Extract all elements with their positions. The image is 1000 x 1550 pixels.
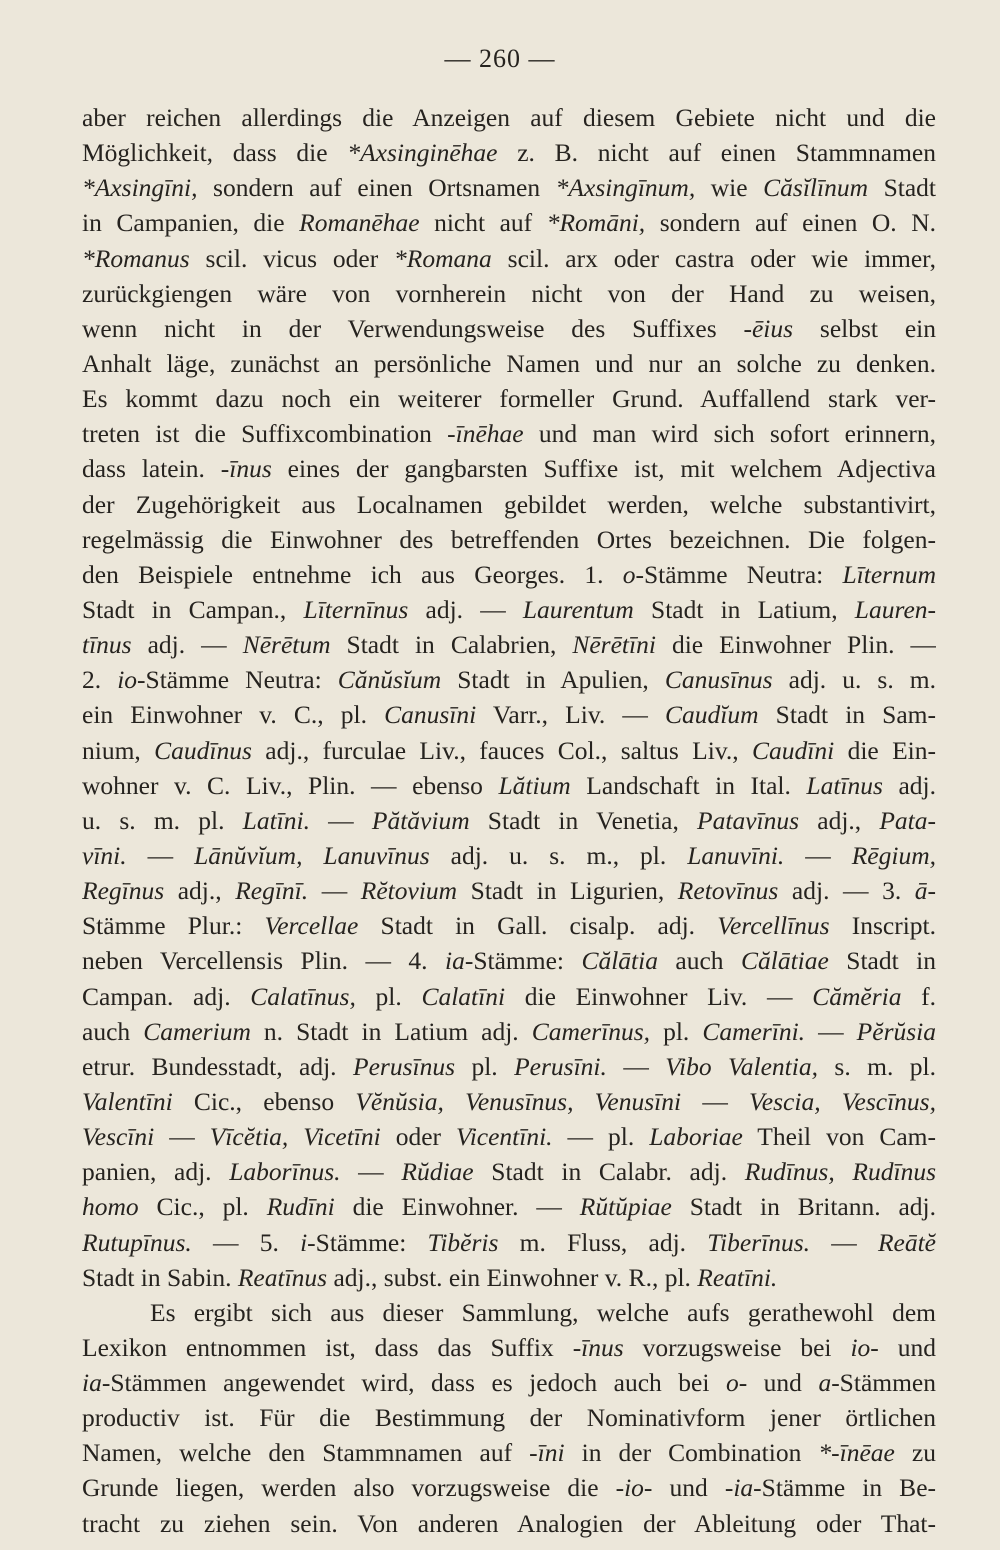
text-line [82,1014,936,1049]
text-run: und man wird sich sofort erinnern, [523,419,936,449]
text-run: adj. — [408,594,523,624]
italic-term: *-īnēae [818,1438,895,1468]
text-run: s. m. pl. [817,1051,936,1081]
text-run: m. Fluss, adj. [498,1227,708,1257]
italic-term: Tiberīnus. [707,1227,811,1257]
text-run: f. [901,981,936,1011]
italic-term: o [622,559,636,589]
italic-term: -ēius [743,313,794,343]
text-run: adj., [799,805,880,835]
text-line [82,1295,936,1330]
text-run: — [805,1016,857,1046]
italic-term: Rēgium, [851,840,936,870]
text-run: pl. [355,981,422,1011]
italic-term: Lătium [498,770,571,800]
text-line [82,768,936,803]
text-run: Stadt in Apulien, [441,665,665,695]
text-run: zurückgiengen wäre von vornherein nicht von der Hand zu weisen, [82,278,936,308]
italic-term: Pĕrŭsia [856,1016,936,1046]
text-run: sondern auf einen O. N. [645,208,936,238]
text-line [82,838,936,873]
italic-term: Pata- [879,805,936,835]
text-run: 2. [82,665,118,695]
text-run: — [126,840,195,870]
text-line [82,592,936,627]
page-number: — 260 — [444,44,556,73]
italic-term: *Romanus [82,243,190,273]
text-run: Stadt in Calabr. adj. [473,1157,745,1187]
text-run: eines der gangbarsten Suffixe ist, mit welchem Adjectiva [271,454,936,484]
italic-term: Retovīnus [677,876,779,906]
text-line [82,311,936,346]
italic-term: Perusīni. [514,1051,607,1081]
text-run: adj., furculae Liv., fauces Col., saltus Liv., [251,735,753,765]
text-run: Stämme Plur.: [82,911,265,941]
italic-term: Tibĕris [427,1227,499,1257]
text-run: sondern auf einen Ortsnamen [197,173,556,203]
text-run: der Zugehörigkeit aus Localnamen gebildet werden, welche substantivirt, [82,489,936,519]
italic-term: Vercellīnus [717,911,830,941]
text-run: adj. — 3. [778,876,915,906]
text-line [82,1365,936,1400]
italic-term: Rudīnus, Rudīnus [744,1157,936,1187]
text-run: oder [380,1122,457,1152]
text-line [82,1189,936,1224]
text-run: nium, [82,735,155,765]
italic-term: Latīni. [242,805,310,835]
text-run: — [681,1086,750,1116]
text-run: — [308,876,361,906]
text-run: auch [657,946,741,976]
italic-term: homo [82,1192,139,1222]
italic-term: Lauren- [854,594,936,624]
text-line [82,100,936,135]
text-run: die Ein- [834,735,936,765]
text-run: etrur. Bundesstadt, adj. [82,1051,353,1081]
text-run: scil. vicus oder [189,243,395,273]
text-run: Stadt in Gall. cisalp. adj. [358,911,718,941]
text-run: Lexikon entnommen ist, dass das Suffix [82,1332,573,1362]
text-run: adj., [164,876,236,906]
italic-term: i [300,1227,308,1257]
text-run: selbst ein [793,313,936,343]
italic-term: -ia [724,1473,754,1503]
text-run: adj. u. s. m. [772,665,936,695]
text-run: Namen, welche den Stammnamen auf [82,1438,530,1468]
text-run: — [606,1051,666,1081]
text-run: — [784,840,852,870]
text-run: scil. arx oder castra oder wie immer, [491,243,936,273]
italic-term: Reātĕ [877,1227,936,1257]
italic-term: o- [725,1368,748,1398]
text-run: adj., subst. ein Einwohner v. R., pl. [327,1262,698,1292]
text-run: Stadt in Campan., [82,594,304,624]
italic-term: ia [444,946,465,976]
italic-term: a [818,1368,832,1398]
text-run: und [652,1473,725,1503]
text-run: — [309,805,372,835]
text-run: tracht zu ziehen sein. Von anderen Analogien der Ableitung oder That- [82,1508,936,1538]
italic-term: Calatīni [421,981,506,1011]
text-run: die Einwohner Plin. — [655,630,936,660]
text-run: Cic., ebenso [172,1086,356,1116]
italic-term: Călātia [581,946,658,976]
text-run: Stadt in Britann. adj. [671,1192,936,1222]
text-run: Stadt in [828,946,936,976]
text-run: wohner v. C. Liv., Plin. — ebenso [82,770,499,800]
text-run: Möglichkeit, dass die [82,138,348,168]
italic-term: Căsĭlīnum [763,173,869,203]
text-line [82,803,936,838]
text-line [82,1260,936,1295]
italic-term: Caudĭum [665,700,759,730]
italic-term: -īnēhae [447,419,524,449]
italic-term: -īnus [572,1332,624,1362]
text-line [82,135,936,170]
text-run: und [878,1332,936,1362]
text-run: -Stämme: [307,1227,428,1257]
text-run: wenn nicht in der Verwendungsweise des Suffixes [82,313,744,343]
italic-term: Pătăvium [371,805,470,835]
italic-term: Calatīnus, [250,981,356,1011]
text-line [82,873,936,908]
text-line [82,1225,936,1260]
text-run: Cic., pl. [138,1192,267,1222]
text-line [82,627,936,662]
text-run: u. s. m. pl. [82,805,243,835]
italic-term: Rudīni [266,1192,335,1222]
text-run: Stadt in Latium, [633,594,855,624]
text-run: -Stämme in Be- [753,1473,936,1503]
italic-term: Līternīnus [303,594,409,624]
italic-term: Cămĕria [812,981,902,1011]
text-line [82,1470,936,1505]
italic-term: Camerīnus, [531,1016,651,1046]
italic-term: Nērētīni [572,630,656,660]
text-line [82,697,936,732]
italic-term: Nērētum [242,630,331,660]
text-run: aber reichen allerdings die Anzeigen auf diesem Gebiete nicht und die [82,103,936,132]
italic-term: -io- [615,1473,653,1503]
text-run: -Stämmen [831,1368,936,1398]
italic-term: Rĕtovium [360,876,458,906]
italic-term: vīni. [82,840,127,870]
italic-term: Valentīni [82,1086,173,1116]
text-run: dass latein. [82,454,221,484]
text-run: -Stämme: [464,946,582,976]
italic-term: *Axsingīni, [82,173,198,203]
text-run: Varr., Liv. — [476,700,666,730]
italic-term: Vescīni [82,1122,155,1152]
text-line [82,451,936,486]
italic-term: -īni [529,1438,565,1468]
text-run: — [340,1157,402,1187]
text-run: Stadt in Calabrien, [330,630,573,660]
paragraph [82,1295,936,1541]
italic-term: Lanuvīni. [687,840,785,870]
italic-term: Laboriae [649,1122,743,1152]
text-run: z. B. nicht auf einen Stammnamen [497,138,936,168]
italic-term: Vercellae [264,911,359,941]
text-line [82,979,936,1014]
italic-term: Cănŭsĭum [337,665,442,695]
text-run: -Stämme Neutra: [635,559,843,589]
text-run: n. Stadt in Latium adj. [250,1016,532,1046]
text-run: pl. [455,1051,515,1081]
text-run: — 5. [191,1227,301,1257]
text-run: — pl. [552,1122,650,1152]
text-run: Stadt in Sabin. [82,1262,238,1292]
italic-term: Lānŭvĭum, Lanuvīnus [194,840,430,870]
italic-term: Rutupīnus. [82,1227,192,1257]
text-run: zu [894,1438,936,1468]
text-run: adj. u. s. m., pl. [429,840,688,870]
text-line [82,487,936,522]
text-line [82,170,936,205]
text-run: vorzugsweise bei [623,1332,851,1362]
text-run: regelmässig die Einwohner des betreffenden Ortes bezeichnen. Die folgen- [82,524,936,554]
italic-term: Reatīni. [697,1262,778,1292]
text-line [82,276,936,311]
italic-term: *Axsingīnum, [555,173,696,203]
text-run: in der Combination [564,1438,819,1468]
text-line [82,1154,936,1189]
text-line [82,908,936,943]
italic-term: io- [850,1332,879,1362]
text-run: productiv ist. Für die Bestimmung der Nominativform jener örtlichen [82,1403,936,1433]
text-line [82,205,936,240]
italic-term: Regīnus [82,876,165,906]
text-line [82,943,936,978]
text-run: in Campanien, die [82,208,300,238]
text-line [82,662,936,697]
text-run: Theil von Cam- [742,1122,936,1152]
text-run: treten ist die Suffixcombination [82,419,448,449]
italic-term: Canusīni [384,700,477,730]
text-run: adj. — [131,630,243,660]
italic-term: Regīnī. [235,876,309,906]
text-line [82,346,936,381]
text-run: -Stämmen angewendet wird, dass es jedoch auch bei [101,1368,726,1398]
text-run: den Beispiele entnehme ich aus Georges. 1. [82,559,623,589]
text-run: Stadt in Ligurien, [457,876,678,906]
text-line [82,522,936,557]
text-run: Grunde liegen, werden also vorzugsweise die [82,1473,616,1503]
text-line [82,733,936,768]
italic-term: Camerium [143,1016,251,1046]
text-run: nicht auf [419,208,547,238]
text-run: ein Einwohner v. C., pl. [82,700,385,730]
text-run: die Einwohner. — [334,1192,580,1222]
italic-term: Laurentum [522,594,634,624]
italic-term: Vicentīni. [456,1122,553,1152]
text-run: — [810,1227,878,1257]
italic-term: Caudīnus [154,735,252,765]
text-run: — [154,1122,210,1152]
text-run: adj. [882,770,936,800]
text-run: die Einwohner Liv. — [505,981,813,1011]
italic-term: Caudīni [752,735,835,765]
text-line [82,1435,936,1470]
italic-term: *Romana [394,243,492,273]
text-run: Es kommt dazu noch ein weiterer formeller Grund. Auffallend stark ver- [82,384,936,414]
text-line [82,1400,936,1435]
italic-term: ia [82,1368,102,1398]
text-line [82,1084,936,1119]
italic-term: ā- [914,876,936,906]
text-run: neben Vercellensis Plin. — 4. [82,946,445,976]
text-run: -Stämme Neutra: [137,665,338,695]
italic-term: Rŭtŭpiae [579,1192,672,1222]
text-run: Anhalt läge, zunächst an persönliche Namen und nur an solche zu denken. [82,348,936,378]
text-line [82,381,936,416]
italic-term: Rŭdiae [401,1157,474,1187]
italic-term: Vibo Valentia, [665,1051,818,1081]
italic-term: Laborīnus. [229,1157,341,1187]
text-run: wie [695,173,764,203]
text-run: Stadt in Venetia, [469,805,698,835]
italic-term: Vīcĕtia, Vicetīni [209,1122,381,1152]
paragraph [82,100,936,1295]
text-run: Stadt in Sam- [758,700,936,730]
italic-term: Reatīnus [237,1262,328,1292]
text-line [82,241,936,276]
text-body [82,100,936,1541]
italic-term: Vĕnŭsia, Venusīnus, Venusīni [355,1086,682,1116]
text-line [82,416,936,451]
italic-term: -īnus [220,454,272,484]
text-run: panien, adj. [82,1157,230,1187]
italic-term: *Romāni, [546,208,646,238]
text-run: Es ergibt sich aus dieser Sammlung, welche aufs gerathewohl dem [150,1297,936,1327]
text-line [82,1049,936,1084]
text-run: Inscript. [829,911,936,941]
italic-term: Latīnus [806,770,883,800]
text-run: Stadt [868,173,936,203]
italic-term: tīnus [82,630,132,660]
text-line [82,1119,936,1154]
text-run: Landschaft in Ital. [570,770,807,800]
text-run: pl. [650,1016,703,1046]
text-line [82,557,936,592]
text-run: auch [82,1016,144,1046]
italic-term: *Axsinginēhae [347,138,498,168]
italic-term: Camerīni. [702,1016,806,1046]
italic-term: Līternum [842,559,936,589]
italic-term: Vescia, Vescīnus, [749,1086,936,1116]
text-line [82,1506,936,1541]
italic-term: io [117,665,138,695]
text-run: und [747,1368,819,1398]
italic-term: Canusīnus [664,665,773,695]
italic-term: Patavīnus [697,805,800,835]
italic-term: Călātiae [741,946,829,976]
text-run: Campan. adj. [82,981,251,1011]
italic-term: Romanēhae [299,208,420,238]
text-line [82,1330,936,1365]
italic-term: Perusīnus [353,1051,455,1081]
